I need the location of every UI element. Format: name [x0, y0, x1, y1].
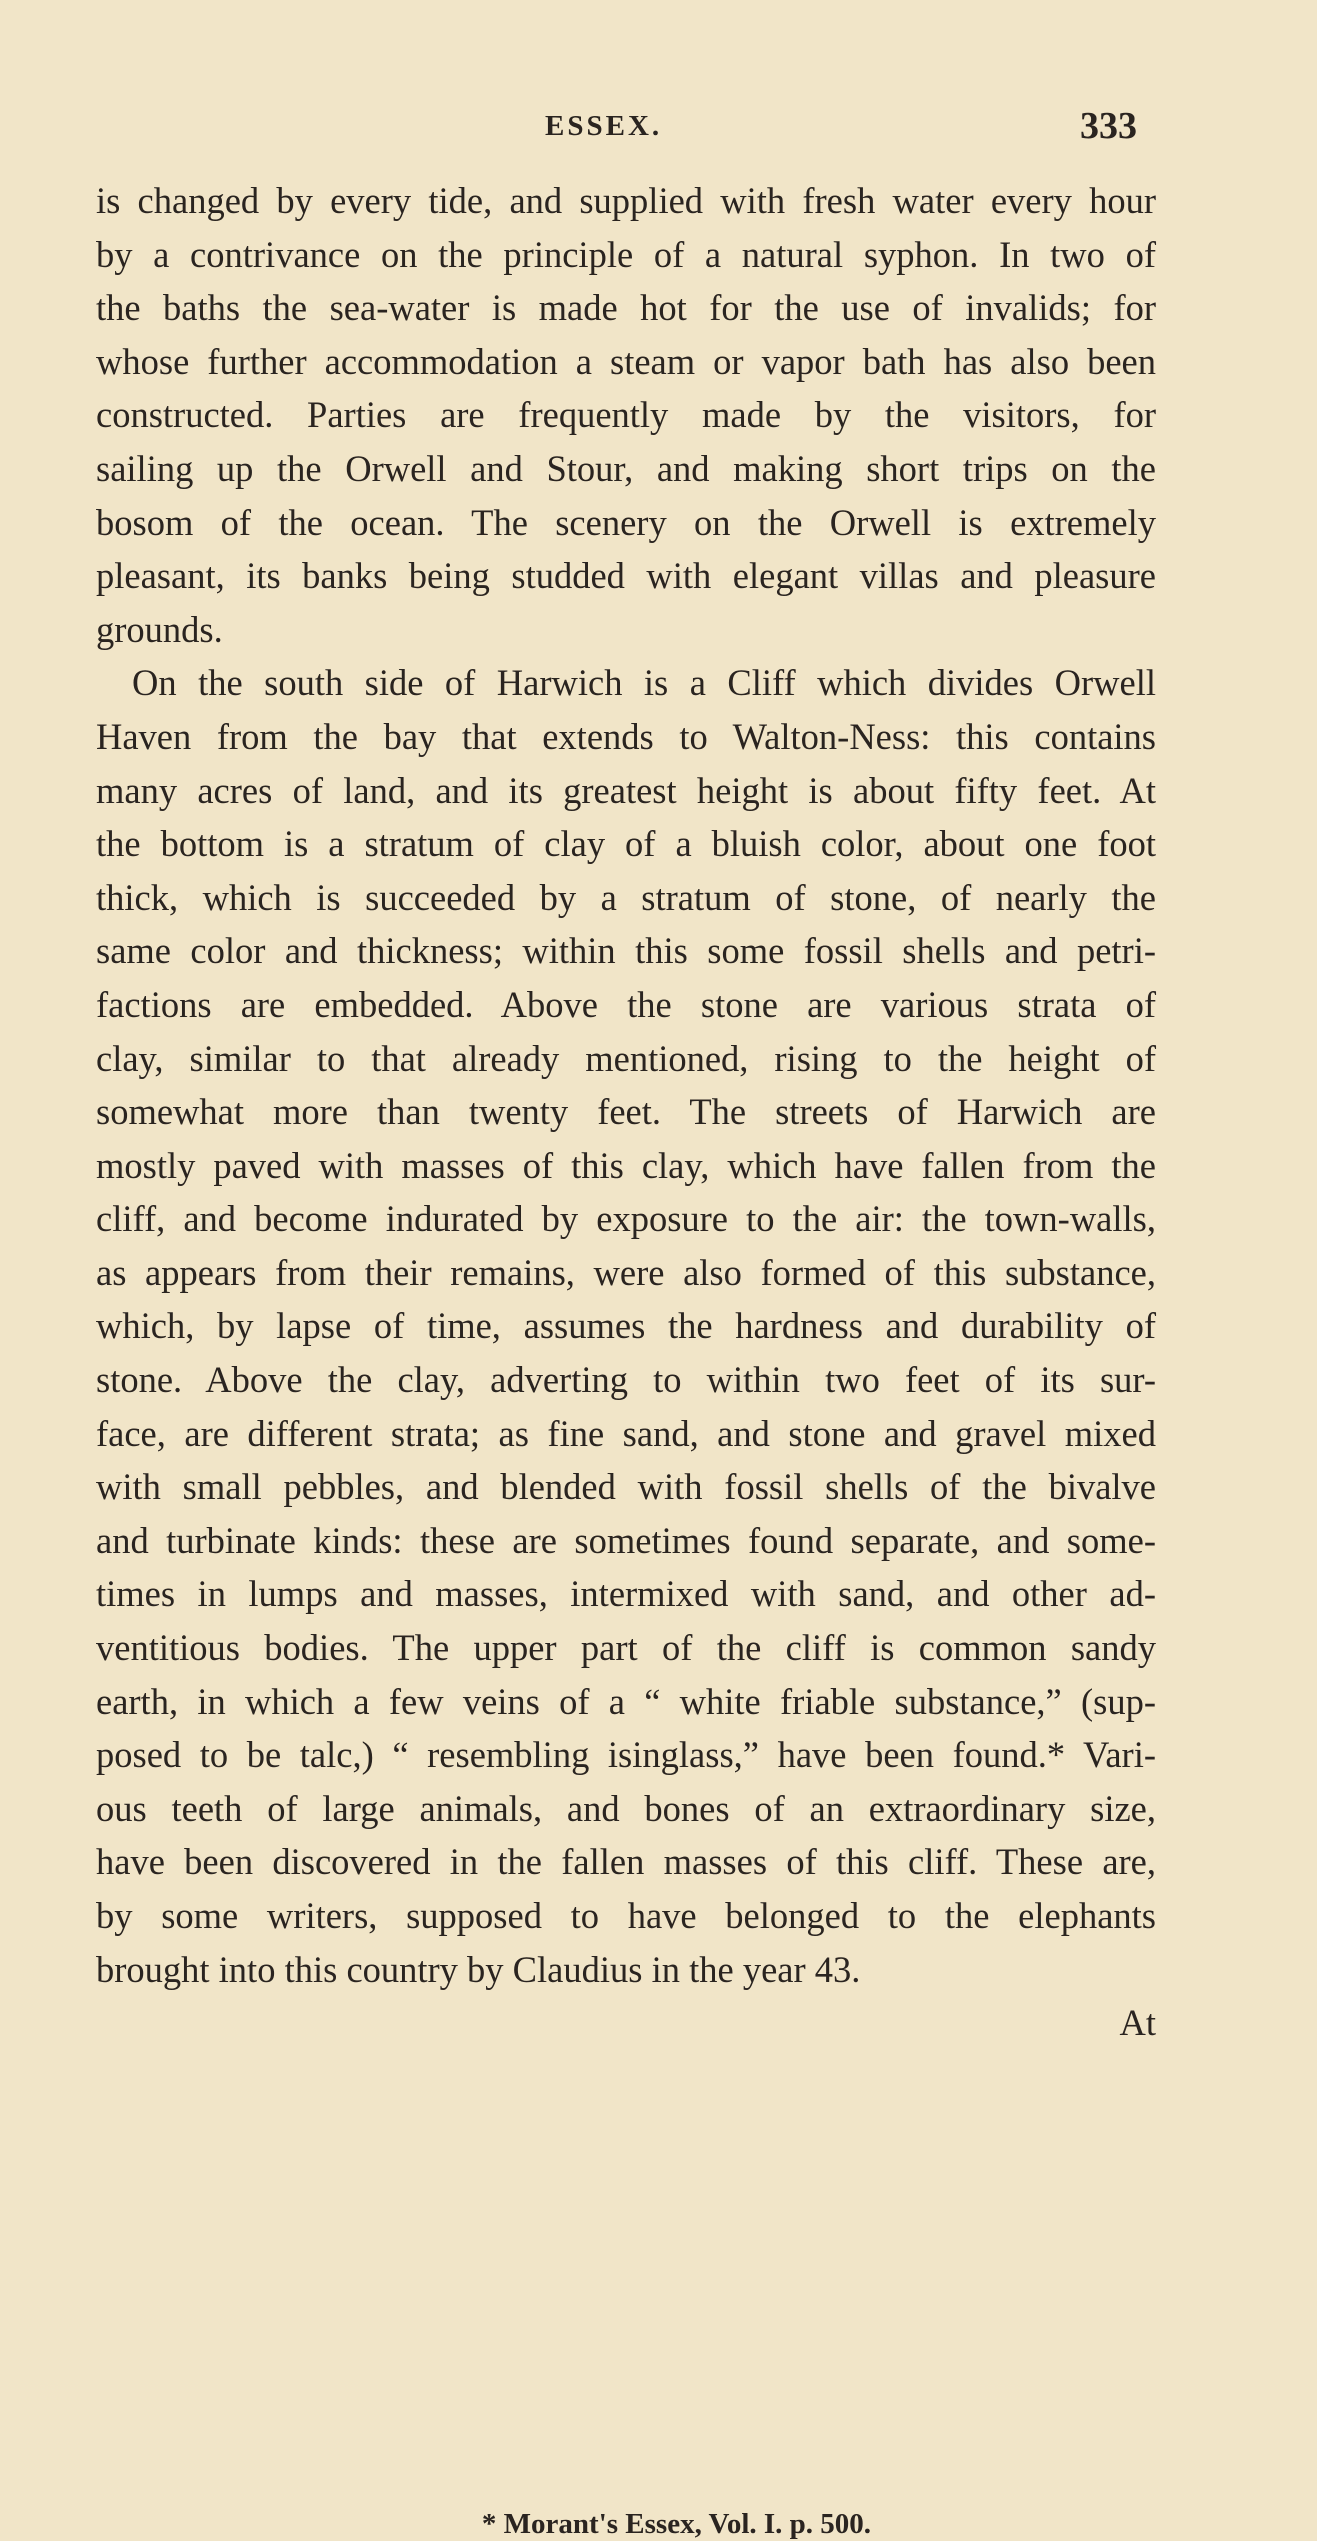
text-line: and turbinate kinds: these are sometimes found separate, and some-	[96, 1519, 1156, 1561]
text-line: whose further accommodation a steam or vapor bath has also been	[96, 340, 1156, 382]
text-line: constructed. Parties are frequently made by the visitors, for	[96, 394, 1156, 436]
text-line: the baths the sea-water is made hot for the use of invalids; for	[96, 287, 1156, 329]
body-text	[96, 174, 1156, 2050]
running-title: ESSEX.	[545, 110, 663, 142]
text-line: with small pebbles, and blended with fossil shells of the bivalve	[96, 1466, 1156, 1508]
text-line: grounds.	[96, 608, 223, 650]
text-line: the bottom is a stratum of clay of a bluish color, about one foot	[96, 823, 1156, 865]
text-line: ous teeth of large animals, and bones of an extraordinary size,	[96, 1787, 1156, 1829]
text-line: pleasant, its banks being studded with elegant villas and pleasure	[96, 555, 1156, 597]
footnote-text: * Morant's Essex, Vol. I. p. 500.	[481, 2508, 872, 2540]
text-line: brought into this country by Claudius in the year 43.	[96, 1948, 861, 1990]
text-line: factions are embedded. Above the stone are various strata of	[96, 983, 1156, 1025]
text-line: earth, in which a few veins of a “ white friable substance,” (sup-	[96, 1680, 1156, 1722]
text-line: same color and thickness; within this some fossil shells and petri-	[96, 930, 1156, 972]
text-line: mostly paved with masses of this clay, which have fallen from the	[96, 1144, 1156, 1186]
text-line: many acres of land, and its greatest height is about fifty feet. At	[96, 769, 1156, 811]
text-line: as appears from their remains, were also formed of this substance,	[96, 1251, 1156, 1293]
text-line: face, are different strata; as fine sand, and stone and gravel mixed	[96, 1412, 1156, 1454]
text-line: clay, similar to that already mentioned, rising to the height of	[96, 1037, 1156, 1079]
footnote	[0, 2508, 1317, 2541]
text-line: sailing up the Orwell and Stour, and making short trips on the	[96, 447, 1156, 489]
text-line: which, by lapse of time, assumes the hardness and durability of	[96, 1305, 1156, 1347]
text-line: somewhat more than twenty feet. The streets of Harwich are	[96, 1091, 1156, 1133]
text-line: posed to be talc,) “ resembling isinglass,” have been found.* Vari-	[96, 1734, 1156, 1776]
text-line: times in lumps and masses, intermixed with sand, and other ad-	[96, 1573, 1156, 1615]
page-number: 333	[1080, 105, 1137, 147]
text-line: thick, which is succeeded by a stratum of stone, of nearly the	[96, 876, 1156, 918]
text-line: On the south side of Harwich is a Cliff which divides Orwell	[132, 662, 1156, 704]
text-line: by some writers, supposed to have belonged to the elephants	[96, 1895, 1156, 1936]
text-line: ventitious bodies. The upper part of the cliff is common sandy	[96, 1627, 1156, 1669]
text-line: Haven from the bay that extends to Walton-Ness: this contains	[96, 715, 1156, 757]
text-line: cliff, and become indurated by exposure to the air: the town-walls,	[96, 1198, 1156, 1240]
running-head	[0, 104, 1317, 154]
text-line: bosom of the ocean. The scenery on the Orwell is extremely	[96, 501, 1156, 543]
catchword: At	[1119, 2002, 1156, 2044]
text-line: is changed by every tide, and supplied with fresh water every hour	[96, 180, 1156, 221]
text-line: by a contrivance on the principle of a natural syphon. In two of	[96, 233, 1156, 275]
text-line: have been discovered in the fallen masses of this cliff. These are,	[96, 1841, 1156, 1883]
text-line: stone. Above the clay, adverting to within two feet of its sur-	[96, 1359, 1156, 1401]
